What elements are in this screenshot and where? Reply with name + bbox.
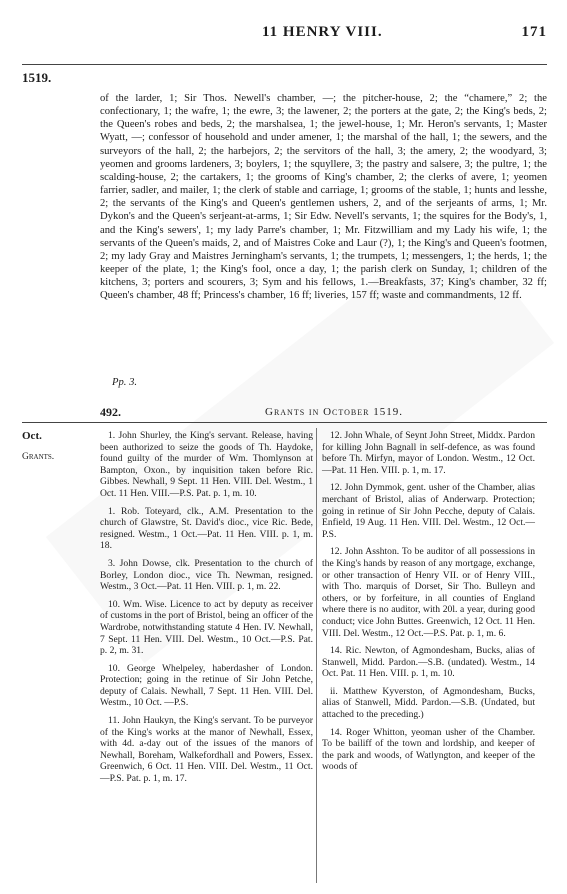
section-title: Grants in October 1519. [265,406,403,418]
grant-entry: ii. Matthew Kyverston, of Agmondesham, Bucks, alias of Stanwell, Midd. Pardon.—S.B. (Undated, but attached to the preceding.) [322,685,535,721]
grant-entry: 10. George Whelpeley, haberdasher of London. Protection; going in the retinue of Sir John Petche, deputy of Calais. Newhall, 7 Sept. 11 Hen. VIII. Del. Westm., 10 Oct. —P.S. [100,662,313,709]
section-rule [22,422,547,423]
grant-entry: 14. Ric. Newton, of Agmondesham, Bucks, alias of Stanwell, Midd. Pardon.—S.B. (undated). Westm., 14 Oct. Pat. 11 Hen. VIII. p. 1, m. 10. [322,645,535,680]
header-rule [22,64,547,65]
grant-entry: 12. John Whale, of Seynt John Street, Middx. Pardon for killing John Bagnall in self-defence, as was found before Th. Mirfyn, mayor of London. Westm., 12 Oct. —Pat. 11 Hen. VIII. p. 1, m. 17. [322,430,535,476]
right-column [322,430,535,779]
margin-year: 1519. [22,70,52,85]
grant-entry: 1. John Shurley, the King's servant. Release, having been authorized to seize the goods of Th. Haydoke, found guilty of the murder of Wm. Thomlynson at Bampton, Oxon., by inquisition taken before Ric. Gibbes. Newhall, 9 Sept. 11 Hen. VIII. Del. Westm., 1 Oct. 11 Hen. VIII.—P.S. Pat. p. 1, m. 10. [100,430,313,499]
grant-entry: 10. Wm. Wise. Licence to act by deputy as receiver of customs in the port of Bristol, being an officer of the Wardrobe, notwithstanding statute 4 Hen. IV. Newhall, 7 Sept. 11 Hen. VIII. Del. Westm., 10 Oct.—P.S. Pat. p. 2, m. 31. [100,598,313,657]
grant-entry: 12. John Asshton. To be auditor of all possessions in the King's hands by reason of any mortgage, exchange, or other transaction of Henry VII. or of Henry VIII., with Tho. marquis of Dorset, Sir Tho. Bulleyn and others, or by forfeiture, in all counties of England where there is no auditor, with 20l. a year, during good conduct; vice John Buttes. Greenwich, 12 Oct. 11 Hen. VIII. Del. Westm., 12 Oct.—P.S. Pat. p. 1, m. 6. [322,546,535,639]
page-number: 171 [521,24,547,40]
grant-entry: 12. John Dymmok, gent. usher of the Chamber, alias merchant of Bristol, alias of Anderwarp. Protection; going in retinue of Sir John Pecche, deputy of Calais. Enfield, 19 Aug. 11 Hen. VIII. Del. Westm., 12 Oct.—P.S. [322,482,535,540]
left-column [100,430,313,791]
continued-paragraph: of the larder, 1; Sir Thos. Newell's chamber, —; the pitcher-house, 2; the “chamere,” 2; the confectionary, 1; the wafre, 1; the ewre, 3; the lawener, 2; the porters at the gate, 2; the King's beds, 2; the Queen's robes and beds, 2; the marshalsea, 1; the jewel-house, 1; Mr. Heron's servants, 1; Master Wyatt, —; confessor of household and under amener, 1; the marshal of the hall, 1; the sewers, and the surveyors of the hall, 2; the harbejors, 2; the servitors of the hall, 3; the amery, 2; the woodyard, 3; yeomen and grooms lardeners, 3; boylers, 1; the squyllere, 3; the pastry and salsere, 3; the pultre, 1; the scalding-house, 2; the cartakers, 1; the grooms of King's chamber, 2; the clerks of avere, 1; yeomen farrier, sadler, and mailer, 1; the clerk of stable and carriage, 1; grooms of the stable, 1; hunts and lesshe, 2; the servants of the King's and Queen's gentlemen ushers, 2, and of the serjeants of arms, 1; Mr. Dykon's and the Queen's serjeant-at-arms, 1; Sir Edw. Nevell's servants, 1; the squires for the Body's, 1, and the King's sewers', 1; my lady Parre's chamber, 1; Mr. Fitzwilliam and my Lady his wife, 1; the servants of the Queen's maids, 2, and of Maistres Coke and Laur (?), 1; the King's and Queen's footmen, 2; my lady Gray and Maistres Jerningham's servants, 1; the trumpets, 1; messengers, 1; the herds, 1; the keeper of the plate, 1; the King's fool, once a day, 1; the parish clerk on Sunday, 1; children of the kitchens, 3; porters and scourers, 3; Sym and his fellows, 1.—Breakfasts, 37; King's chamber, 32 ff; Queen's chamber, 48 ff; Princess's chamber, 16 ff; liveries, 157 ff; waste and commandments, 12 ff. [100,93,547,302]
running-head-title: 11 HENRY VIII. [262,24,383,40]
running-head [262,24,547,41]
grant-entry: 3. John Dowse, clk. Presentation to the church of Borley, London dioc., vice Th. Newman, resigned. Westm., 3 Oct.—Pat. 11 Hen. VIII. p. 1, m. 22. [100,557,313,593]
grant-entry: 14. Roger Whitton, yeoman usher of the Chamber. To be bailiff of the town and lordship, and keeper of the park and woods, of Watlyngton, and keeper of the woods of [322,726,535,773]
section-number: 492. [100,405,121,419]
margin-notes [22,430,92,462]
margin-label: Grants. [22,452,55,462]
page-count: Pp. 3. [112,377,138,388]
grant-entry: 11. John Haukyn, the King's servant. To be purveyor of the King's works at the manor of Newhall, Essex, with 4d. a-day out of the issues of the manors of Newhall, Boreham, Walkefordhall and Powers, Essex. Greenwich, 6 Oct. 11 Hen. VIII. Del. Westm., 11 Oct.—P.S. Pat. p. 1, m. 17. [100,715,313,785]
margin-month: Oct. [22,430,42,442]
column-divider [316,428,317,883]
grant-entry: 1. Rob. Toteyard, clk., A.M. Presentation to the church of Glawstre, St. David's dioc., vice Ric. Bede, resigned. Westm., 1 Oct.—Pat. 11 Hen. VIII. p. 1, m. 18. [100,505,313,552]
